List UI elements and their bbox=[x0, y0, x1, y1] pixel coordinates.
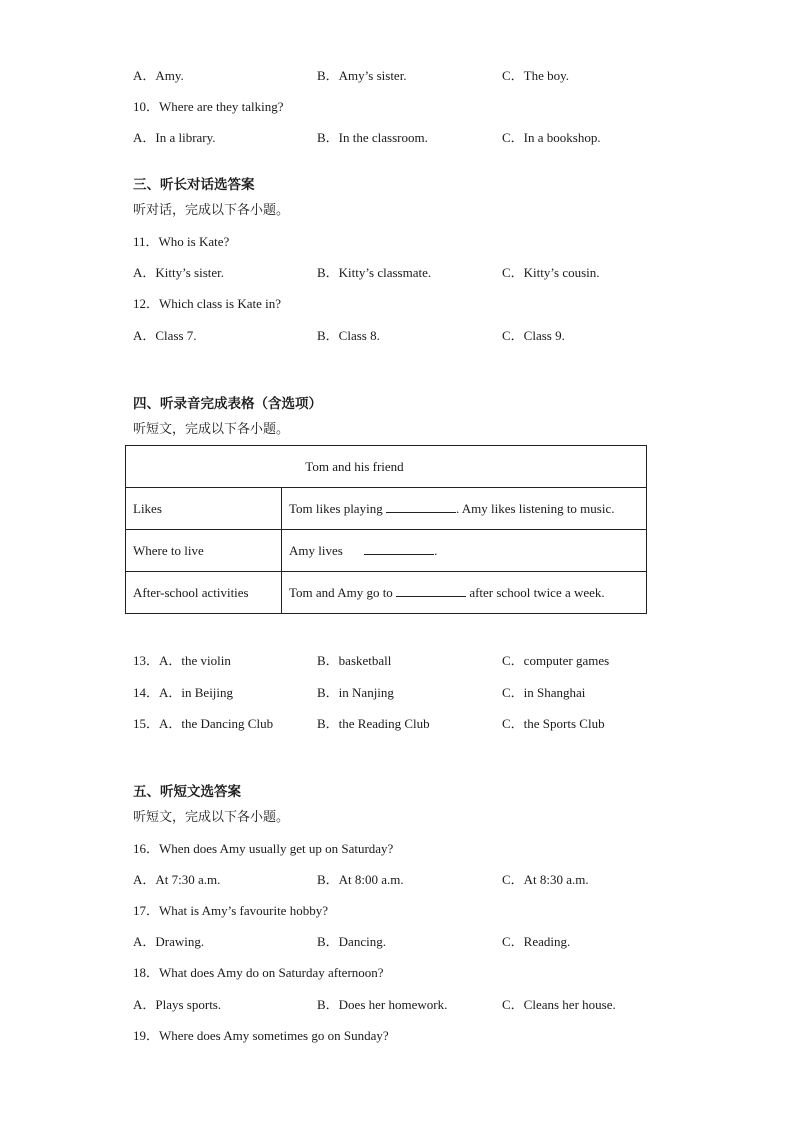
q9-option-a: A．Amy. bbox=[133, 68, 184, 83]
row-text-before: Tom and Amy go to bbox=[289, 585, 397, 600]
q17-question: 17．What is Amy’s favourite hobby? bbox=[133, 903, 328, 918]
section3-heading: 三、听长对话选答案 bbox=[133, 177, 255, 193]
info-table bbox=[125, 445, 647, 614]
q11-option-a: A．Kitty’s sister. bbox=[133, 265, 225, 280]
q15-option-c: C．the Sports Club bbox=[502, 716, 605, 731]
row-text-after: after school twice a week. bbox=[466, 585, 605, 600]
q10-question: 10．Where are they talking? bbox=[133, 99, 284, 114]
section5-instruction: 听短文，完成以下各小题。 bbox=[133, 810, 290, 825]
q9-option-b: B．Amy’s sister. bbox=[317, 68, 407, 83]
q17-option-b: B．Dancing. bbox=[317, 934, 386, 949]
q15-option-b: B．the Reading Club bbox=[317, 716, 430, 731]
row-content-where-to-live bbox=[282, 530, 647, 572]
q18-option-a: A．Plays sports. bbox=[133, 997, 222, 1012]
section5-heading: 五、听短文选答案 bbox=[133, 784, 241, 800]
row-content-after-school bbox=[282, 572, 647, 614]
answer-blank bbox=[386, 500, 456, 513]
row-text-before: Amy lives bbox=[289, 543, 347, 558]
q16-option-b: B．At 8:00 a.m. bbox=[317, 872, 404, 887]
q9-option-c: C．The boy. bbox=[502, 68, 570, 83]
row-content-likes bbox=[282, 488, 647, 530]
table-row bbox=[126, 572, 647, 614]
q16-option-c: C．At 8:30 a.m. bbox=[502, 872, 589, 887]
q12-question: 12．Which class is Kate in? bbox=[133, 296, 282, 311]
row-text-after: . Amy likes listening to music. bbox=[455, 501, 615, 516]
q17-option-a: A．Drawing. bbox=[133, 934, 205, 949]
table-title-row bbox=[126, 446, 647, 488]
q16-question: 16．When does Amy usually get up on Saturday? bbox=[133, 841, 394, 856]
q14-option-c: C．in Shanghai bbox=[502, 685, 586, 700]
row-label-where-to-live: Where to live bbox=[126, 530, 282, 572]
q12-option-c: C．Class 9. bbox=[502, 328, 565, 343]
q13-option-b: B．basketball bbox=[317, 653, 392, 668]
q10-option-a: A．In a library. bbox=[133, 130, 216, 145]
table-title: Tom and his friend bbox=[126, 446, 647, 488]
answer-blank bbox=[364, 542, 434, 555]
section4-heading: 四、听录音完成表格（含选项） bbox=[133, 396, 322, 412]
q16-option-a: A．At 7:30 a.m. bbox=[133, 872, 221, 887]
table-row bbox=[126, 488, 647, 530]
q17-option-c: C．Reading. bbox=[502, 934, 571, 949]
q13-option-c: C．computer games bbox=[502, 653, 610, 668]
q11-question: 11．Who is Kate? bbox=[133, 234, 230, 249]
section3-instruction: 听对话，完成以下各小题。 bbox=[133, 203, 290, 218]
q14-option-b: B．in Nanjing bbox=[317, 685, 394, 700]
row-label-likes: Likes bbox=[126, 488, 282, 530]
q12-option-b: B．Class 8. bbox=[317, 328, 380, 343]
q18-option-b: B．Does her homework. bbox=[317, 997, 448, 1012]
section4-instruction: 听短文，完成以下各小题。 bbox=[133, 422, 290, 437]
q13-option-a: 13．A．the violin bbox=[133, 653, 231, 668]
q11-option-b: B．Kitty’s classmate. bbox=[317, 265, 432, 280]
q12-option-a: A．Class 7. bbox=[133, 328, 197, 343]
q14-option-a: 14．A．in Beijing bbox=[133, 685, 234, 700]
table-row bbox=[126, 530, 647, 572]
row-text-after: . bbox=[434, 543, 438, 558]
row-label-after-school: After-school activities bbox=[126, 572, 282, 614]
q11-option-c: C．Kitty’s cousin. bbox=[502, 265, 600, 280]
answer-blank bbox=[396, 584, 466, 597]
q10-option-b: B．In the classroom. bbox=[317, 130, 428, 145]
q18-question: 18．What does Amy do on Saturday afternoon? bbox=[133, 965, 384, 980]
row-text-before: Tom likes playing bbox=[289, 501, 386, 516]
q15-option-a: 15．A．the Dancing Club bbox=[133, 716, 274, 731]
q10-option-c: C．In a bookshop. bbox=[502, 130, 601, 145]
q19-question: 19．Where does Amy sometimes go on Sunday? bbox=[133, 1028, 389, 1043]
q18-option-c: C．Cleans her house. bbox=[502, 997, 616, 1012]
